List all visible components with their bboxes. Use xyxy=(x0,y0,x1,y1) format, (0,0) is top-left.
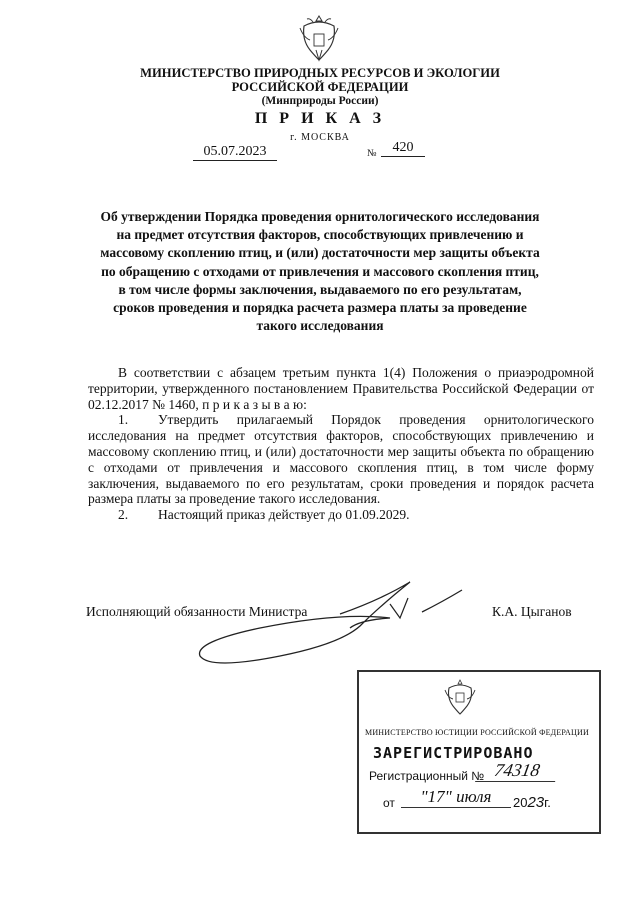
stamp-year-handwritten: 23 xyxy=(527,794,545,811)
stamp-year-suffix: г. xyxy=(544,795,551,810)
stamp-date-handwritten: "17" июля xyxy=(401,787,511,808)
city: г. МОСКВА xyxy=(290,132,350,143)
stamp-registered: ЗАРЕГИСТРИРОВАНО xyxy=(373,744,534,762)
stamp-year-prefix: 20 xyxy=(513,795,528,810)
stamp-emblem-icon xyxy=(443,678,477,718)
ministry-name-line1: МИНИСТЕРСТВО ПРИРОДНЫХ РЕСУРСОВ И ЭКОЛОГИИ xyxy=(140,66,500,80)
item-2 xyxy=(88,507,594,523)
item-2-number: 2. xyxy=(118,507,129,523)
order-body xyxy=(88,365,594,523)
order-number: 420 xyxy=(381,140,425,157)
document-type: П Р И К А З xyxy=(254,110,386,127)
item-1 xyxy=(88,412,594,507)
preamble: В соответствии с абзацем третьим пункта 1(4) Положения о приаэродромной территории, утвержденного постановлением Правительства Российской Федерации от 02.12.2017 № 1460, п р и к а з ы в а ю: xyxy=(88,365,594,412)
stamp-reg-number: 74318 xyxy=(475,760,559,782)
ministry-short-name: (Минприроды России) xyxy=(261,95,379,107)
signatory-role: Исполняющий обязанности Министра xyxy=(86,604,308,619)
stamp-from-label: от xyxy=(383,796,395,810)
item-1-text: Утвердить прилагаемый Порядок проведения орнитологического исследования на предмет отсутствия факторов, способствующих привлечению и массовому скоплению птиц, и (или) достаточности мер защиты объекта по обращению с отходами от привлечения и массового скопления птиц, в том числе форму заключения, выдаваемого по его результатам, сроки проведения и порядок расчета размера платы за проведение такого исследования. xyxy=(88,412,594,507)
signatory-name: К.А. Цыганов xyxy=(492,604,572,619)
number-label: № xyxy=(367,148,377,159)
order-title: Об утверждении Порядка проведения орнитологического исследования на предмет отсутствия факторов, способствующих привлечению и массовому скоплению птиц, и (или) достаточности мер защиты объекта по обращению с отходами от привлечения и массового скопления птиц, в том числе формы заключения, выдаваемого по его результатам, сроков проведения и порядка расчета размера платы за проведение такого исследования xyxy=(100,209,540,334)
stamp-reg-number-label: Регистрационный № xyxy=(369,769,485,783)
item-1-number: 1. xyxy=(118,412,129,428)
stamp-year xyxy=(513,794,551,811)
item-2-text: Настоящий приказ действует до 01.09.2029. xyxy=(158,507,410,523)
registration-stamp xyxy=(357,670,601,834)
coat-of-arms-icon xyxy=(296,12,342,68)
stamp-ministry: МИНИСТЕРСТВО ЮСТИЦИИ РОССИЙСКОЙ ФЕДЕРАЦИИ xyxy=(365,728,589,737)
order-date: 05.07.2023 xyxy=(193,144,277,161)
ministry-name-line2: РОССИЙСКОЙ ФЕДЕРАЦИИ xyxy=(231,80,409,94)
handwritten-signature xyxy=(190,578,480,670)
